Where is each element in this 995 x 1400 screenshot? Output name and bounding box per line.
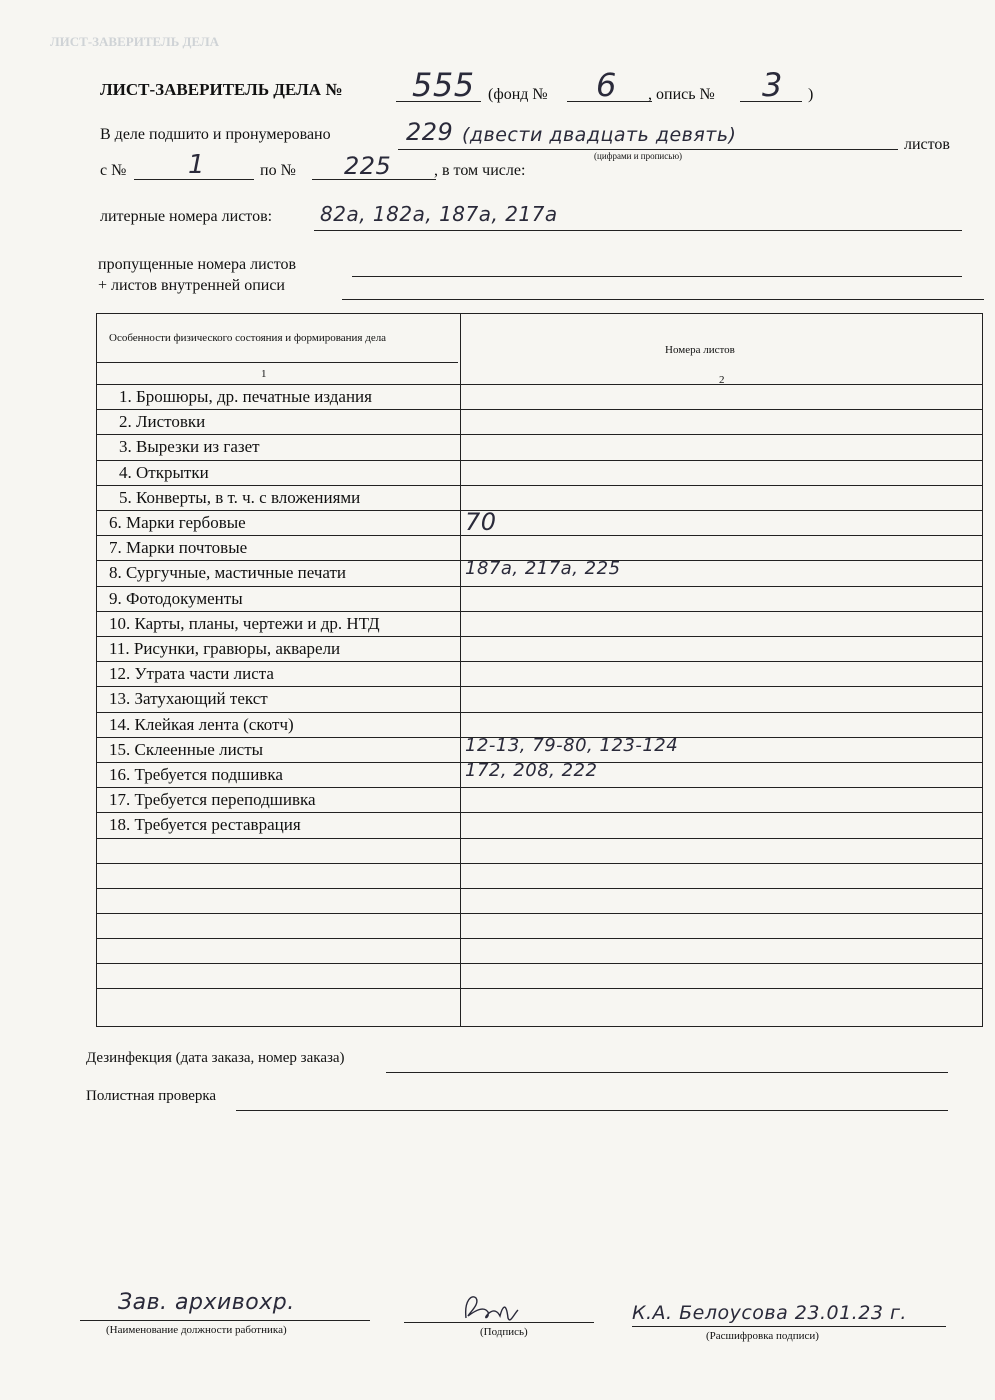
- row-divider: [97, 712, 982, 713]
- empty-row-divider: [97, 938, 982, 939]
- empty-row-divider: [97, 963, 982, 964]
- bleed-through-text: ЛИСТ-ЗАВЕРИТЕЛЬ ДЕЛА: [50, 34, 220, 49]
- row-divider: [97, 434, 982, 435]
- signature-caption: (Подпись): [480, 1326, 528, 1338]
- table-row-label: 5. Конверты, в т. ч. с вложениями: [119, 487, 361, 507]
- empty-row-divider: [97, 988, 982, 989]
- table-row-label: 10. Карты, планы, чертежи и др. НТД: [109, 613, 380, 633]
- range-to-label: по №: [260, 162, 296, 179]
- table-row-label: 2. Листовки: [119, 412, 206, 432]
- table-row-label: 14. Клейкая лента (скотч): [109, 714, 294, 734]
- table-row-label: 4. Открытки: [119, 462, 209, 482]
- missing-sheets-line: [352, 276, 962, 277]
- row-divider: [97, 661, 982, 662]
- row-divider: [97, 535, 982, 536]
- col1-header: Особенности физического состояния и формирования дела: [109, 332, 387, 344]
- fond-label: (фонд №: [488, 86, 548, 103]
- row-divider: [97, 510, 982, 511]
- empty-row-divider: [97, 838, 982, 839]
- col1-header-divider: [97, 362, 458, 363]
- decoding-caption: (Расшифровка подписи): [706, 1330, 819, 1342]
- signature-line: [404, 1322, 594, 1323]
- inner-inventory-line: [342, 299, 984, 300]
- table-row-value: 70: [465, 508, 497, 536]
- table-row-label: 16. Требуется подшивка: [109, 765, 283, 784]
- count-line: [398, 149, 898, 150]
- count-hint: (цифрами и прописью): [594, 151, 683, 161]
- table-row-label: 12. Утрата части листа: [109, 664, 274, 684]
- opis-number-value: 3: [762, 66, 783, 104]
- table-row-label: 17. Требуется переподшивка: [109, 790, 316, 810]
- fond-number-value: 6: [596, 66, 617, 104]
- decoding-line: [632, 1326, 946, 1327]
- disinfection-label: Дезинфекция (дата заказа, номер заказа): [86, 1050, 345, 1066]
- table-row-label: 7. Марки почтовые: [109, 538, 248, 558]
- row-divider: [97, 812, 982, 813]
- table-row-value: 172, 208, 222: [465, 760, 598, 781]
- col2-number: 2: [719, 374, 725, 386]
- table-row-label: 18. Требуется реставрация: [109, 815, 301, 835]
- range-to-value: 225: [344, 152, 392, 180]
- table-row-label: 9. Фотодокументы: [109, 588, 243, 608]
- form-title: ЛИСТ-ЗАВЕРИТЕЛЬ ДЕЛА №: [100, 80, 343, 99]
- range-from-value: 1: [188, 150, 206, 180]
- row-divider: [97, 485, 982, 486]
- row-divider: [97, 636, 982, 637]
- table-row-label: 6. Марки гербовые: [109, 513, 246, 532]
- position-caption: (Наименование должности работника): [106, 1324, 287, 1336]
- decoding-value: К.А. Белоусова 23.01.23 г.: [632, 1302, 907, 1324]
- disinfection-line: [386, 1072, 948, 1073]
- range-suffix: , в том числе:: [434, 162, 526, 179]
- inner-inventory-label: + листов внутренней описи: [98, 277, 285, 294]
- sheet-check-label: Полистная проверка: [86, 1088, 217, 1104]
- count-unit: листов: [904, 136, 950, 153]
- position-line: [80, 1320, 370, 1321]
- opis-label: , опись №: [648, 86, 715, 103]
- table-row-label: 13. Затухающий текст: [109, 689, 268, 709]
- table-row-label: 11. Рисунки, гравюры, акварели: [109, 639, 341, 658]
- table-row-label: 15. Склеенные листы: [109, 739, 264, 759]
- col1-number: 1: [261, 368, 267, 380]
- count-label: В деле подшито и пронумеровано: [100, 126, 331, 143]
- empty-row-divider: [97, 913, 982, 914]
- count-value: 229: [406, 118, 454, 146]
- position-value: Зав. архивохр.: [118, 1290, 295, 1315]
- features-table: [96, 313, 983, 1027]
- row-divider: [97, 787, 982, 788]
- case-number-value: 555: [412, 66, 475, 104]
- missing-sheets-label: пропущенные номера листов: [98, 256, 297, 273]
- table-row-label: 1. Брошюры, др. печатные издания: [119, 387, 372, 406]
- letter-sheets-label: литерные номера листов:: [100, 208, 273, 225]
- row-divider: [97, 686, 982, 687]
- row-divider: [97, 409, 982, 410]
- row-divider: [97, 460, 982, 461]
- letter-sheets-line: [314, 230, 962, 231]
- col2-header: Номера листов: [665, 344, 735, 356]
- count-words-value: (двести двадцать девять): [462, 124, 737, 146]
- row-divider: [97, 611, 982, 612]
- table-row-value: 187а, 217а, 225: [465, 558, 621, 580]
- letter-sheets-value: 82а, 182а, 187а, 217а: [320, 202, 558, 226]
- row-divider: [97, 586, 982, 587]
- empty-row-divider: [97, 888, 982, 889]
- close-paren: ): [808, 86, 814, 103]
- table-row-value: 12-13, 79-80, 123-124: [465, 734, 679, 756]
- range-from-label: с №: [100, 162, 127, 179]
- table-row-label: 8. Сургучные, мастичные печати: [109, 563, 347, 583]
- table-row-label: 3. Вырезки из газет: [119, 437, 260, 457]
- row-divider: [97, 384, 982, 385]
- sheet-check-line: [236, 1110, 948, 1111]
- empty-row-divider: [97, 863, 982, 864]
- column-divider: [460, 314, 461, 1026]
